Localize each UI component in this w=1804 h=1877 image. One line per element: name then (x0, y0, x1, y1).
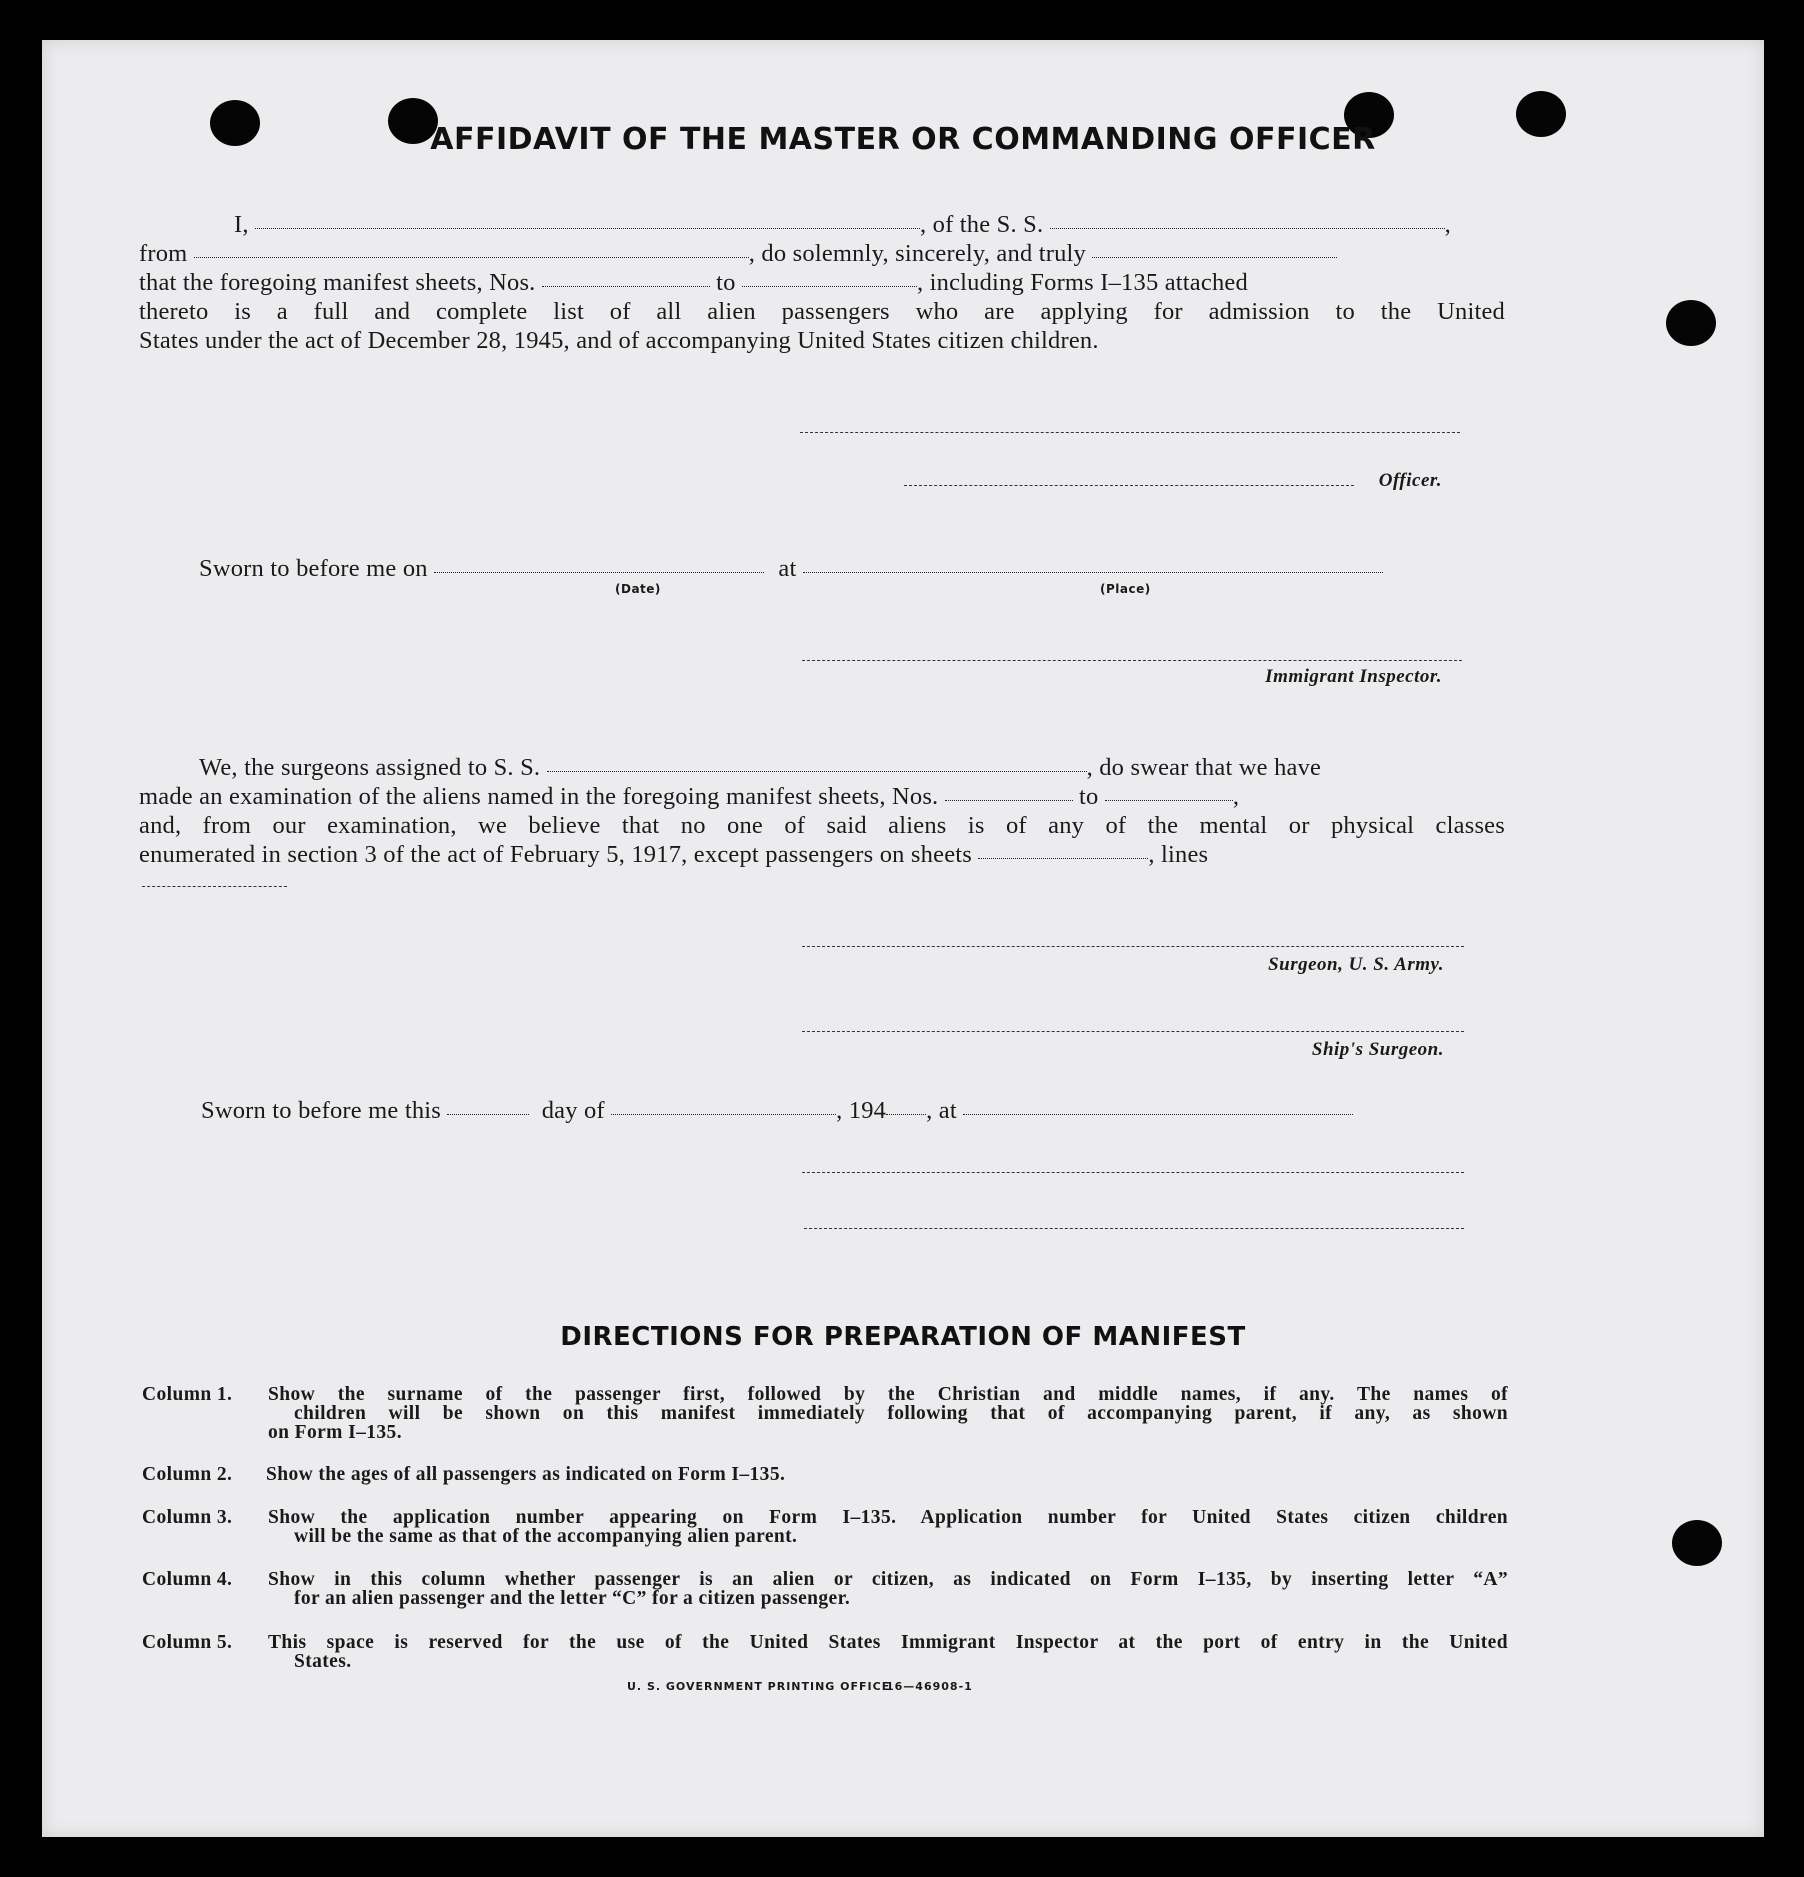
ship-surgeon-signature-line[interactable] (802, 1031, 1464, 1032)
direction-label: Column 3. (142, 1507, 233, 1528)
surgeon-sheet-from-field[interactable] (945, 799, 1073, 801)
sheet-from-field[interactable] (542, 285, 710, 287)
officer-signature-line[interactable] (800, 432, 1460, 433)
place-caption: (Place) (1100, 582, 1151, 596)
day-field[interactable] (447, 1113, 529, 1115)
text: Sworn to before me this (201, 1097, 442, 1124)
affidavit-line-1 (139, 210, 1505, 239)
punch-hole (1672, 1520, 1722, 1566)
sworn-date-field[interactable] (434, 571, 764, 573)
text: enumerated in section 3 of the act of February 5, 1917, except passengers on sheets (139, 841, 973, 868)
ship-surgeon-caption: Ship's Surgeon. (1311, 1039, 1444, 1060)
direction-text: will be the same as that of the accompanying alien parent. (294, 1526, 798, 1547)
surgeons-line-4 (139, 840, 1505, 869)
text: , (1232, 783, 1240, 810)
sworn2-place-field[interactable] (963, 1113, 1353, 1115)
army-surgeon-caption: Surgeon, U. S. Army. (1268, 954, 1444, 975)
directions-title: DIRECTIONS FOR PREPARATION OF MANIFEST (560, 1322, 1246, 1352)
direction-label: Column 1. (142, 1384, 233, 1405)
text: that the foregoing manifest sheets, Nos. (139, 269, 536, 296)
text: Sworn to before me on (199, 555, 428, 582)
date-caption: (Date) (615, 582, 661, 596)
sworn-line-2 (139, 1096, 1505, 1125)
direction-text: This space is reserved for the use of the United States Immigrant Inspector at the port of entry in the United (268, 1632, 1508, 1653)
text: , of the S. S. (920, 211, 1044, 238)
except-lines-field[interactable] (142, 886, 287, 887)
affidavit-line-3 (139, 268, 1505, 297)
text: to (716, 269, 736, 296)
direction-text: Show in this column whether passenger is an alien or citizen, as indicated on Form I–135, by inserting letter “A” (268, 1569, 1508, 1590)
text: , 194 (836, 1097, 887, 1124)
punch-hole (1666, 300, 1716, 346)
form-code: 16—46908-1 (886, 1680, 973, 1693)
direction-label: Column 2. (142, 1464, 233, 1485)
officer-caption: Officer. (1378, 470, 1442, 491)
direction-text: children will be shown on this manifest immediately following that of accompanying parent, if any, as shown (294, 1403, 1508, 1424)
oath-field[interactable] (1092, 256, 1337, 258)
inspector-caption: Immigrant Inspector. (1265, 666, 1442, 687)
text: I, (234, 211, 249, 238)
direction-label: Column 4. (142, 1569, 233, 1590)
text: , do solemnly, sincerely, and truly (748, 240, 1086, 267)
port-from-field[interactable] (194, 256, 749, 258)
name-field[interactable] (255, 227, 920, 229)
direction-text: for an alien passenger and the letter “C” for a citizen passenger. (294, 1588, 851, 1609)
text: at (778, 555, 797, 582)
direction-text: Show the application number appearing on Form I–135. Application number for United States citizen children (268, 1507, 1508, 1528)
affidavit-line-5: States under the act of December 28, 1945, and of accompanying United States citizen children. (139, 327, 1099, 354)
affidavit-line-4: thereto is a full and complete list of all alien passengers who are applying for admission to the United (139, 298, 1505, 325)
inspector-signature-line[interactable] (802, 660, 1462, 661)
surgeon-sheet-to-field[interactable] (1105, 799, 1233, 801)
direction-text: States. (294, 1651, 352, 1672)
text: , at (926, 1097, 957, 1124)
text: , do swear that we have (1086, 754, 1322, 781)
form-title: AFFIDAVIT OF THE MASTER OR COMMANDING OFFICER (430, 122, 1376, 157)
printer-imprint: U. S. GOVERNMENT PRINTING OFFICE (627, 1680, 891, 1693)
sworn-place-field[interactable] (803, 571, 1383, 573)
surgeons-line-2 (139, 782, 1505, 811)
text: to (1079, 783, 1099, 810)
sworn2-signature-line-1[interactable] (802, 1172, 1464, 1173)
text: day of (541, 1097, 605, 1124)
surgeons-line-1 (139, 753, 1505, 782)
surgeon-ship-field[interactable] (547, 770, 1087, 772)
affidavit-line-2 (139, 239, 1505, 268)
year-field[interactable] (886, 1113, 926, 1115)
ship-name-field[interactable] (1050, 227, 1445, 229)
text: We, the surgeons assigned to S. S. (199, 754, 541, 781)
officer-title-line[interactable] (904, 485, 1354, 486)
direction-label: Column 5. (142, 1632, 233, 1653)
surgeons-line-3: and, from our examination, we believe that no one of said aliens is of any of the mental or physical classes (139, 812, 1505, 839)
sheet-to-field[interactable] (742, 285, 917, 287)
text: , lines (1148, 841, 1209, 868)
direction-text: Show the surname of the passenger first, followed by the Christian and middle names, if any. The names of (268, 1384, 1508, 1405)
form-page (42, 40, 1764, 1837)
text: from (139, 240, 188, 267)
except-sheets-field[interactable] (978, 857, 1148, 859)
month-field[interactable] (611, 1113, 836, 1115)
direction-text: on Form I–135. (268, 1422, 402, 1443)
text: made an examination of the aliens named in the foregoing manifest sheets, Nos. (139, 783, 939, 810)
army-surgeon-signature-line[interactable] (802, 946, 1464, 947)
sworn2-signature-line-2[interactable] (804, 1228, 1464, 1229)
sworn-line-1 (139, 554, 1505, 583)
text: , (1444, 211, 1451, 238)
direction-text: Show the ages of all passengers as indicated on Form I–135. (266, 1464, 786, 1485)
text: , including Forms I–135 attached (916, 269, 1248, 296)
